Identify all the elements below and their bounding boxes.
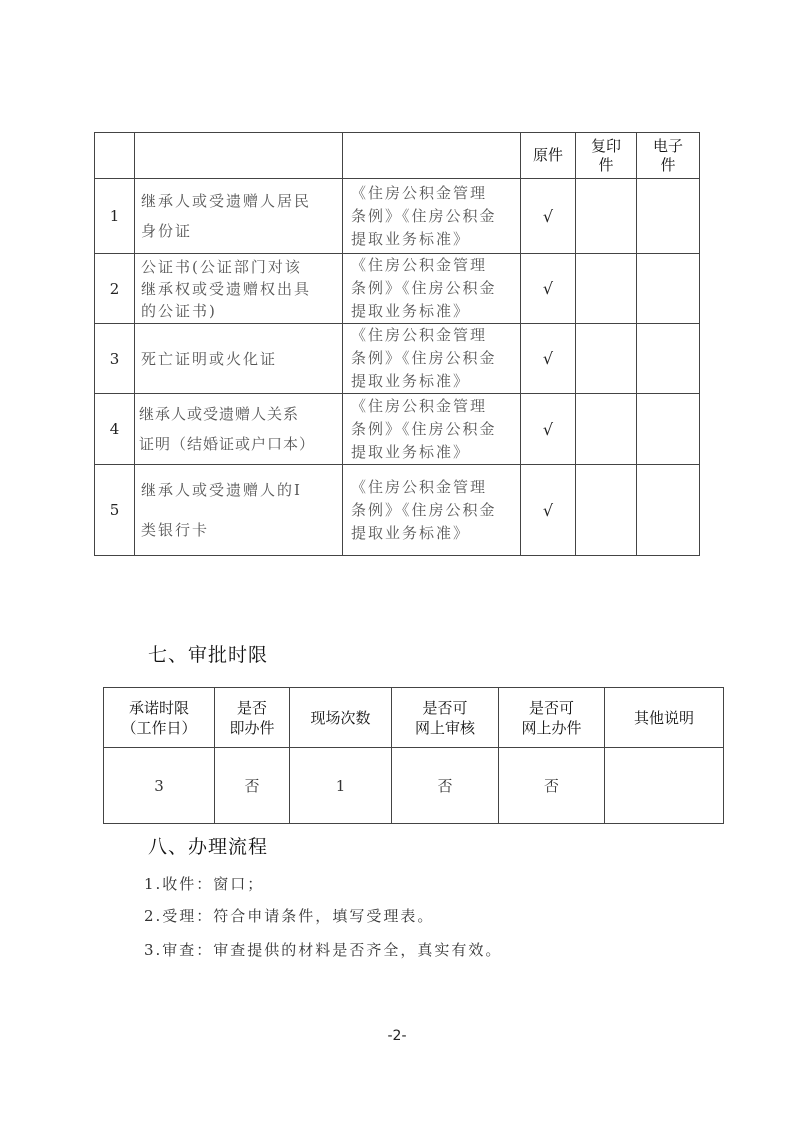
row-basis	[343, 179, 521, 254]
row-no: 5	[95, 465, 135, 556]
row-original-check: √	[521, 179, 576, 254]
row-no: 4	[95, 394, 135, 465]
row-basis	[343, 394, 521, 465]
header-line1: 现场次数	[310, 708, 371, 727]
approval-table-header	[104, 688, 724, 748]
row-name-line1: 死亡证明或火化证	[141, 349, 278, 368]
header-copy-line2: 件	[598, 155, 614, 174]
header-online-review	[392, 688, 499, 748]
process-step-2: 2.受理：符合申请条件，填写受理表。	[144, 907, 435, 925]
row-name-line2: 类银行卡	[141, 521, 210, 539]
value-promised-time: 3	[104, 748, 215, 824]
row-name-line2: 证明（结婚证或户口本）	[139, 435, 316, 453]
header-electronic-line2: 件	[660, 155, 676, 174]
row-no: 2	[95, 254, 135, 324]
value-other-notes	[605, 748, 724, 824]
value-onsite-visits: 1	[290, 748, 392, 824]
row-original-check: √	[521, 254, 576, 324]
row-basis-line2: 条例》《住房公积金	[351, 349, 497, 367]
header-immediate	[215, 688, 290, 748]
materials-table	[94, 132, 700, 556]
row-electronic	[637, 254, 700, 324]
materials-table-header	[95, 133, 700, 179]
row-name-line1: 公证书(公证部门对该	[141, 257, 302, 276]
row-basis-line1: 《住房公积金管理	[351, 326, 488, 344]
process-step-1: 1.收件：窗口；	[144, 875, 265, 893]
header-copy	[576, 133, 637, 179]
row-name-line3: 的公证书)	[141, 301, 217, 320]
header-original	[521, 133, 576, 179]
row-basis-line1: 《住房公积金管理	[351, 396, 488, 415]
row-no: 3	[95, 324, 135, 394]
row-copy	[576, 324, 637, 394]
table-row	[95, 465, 700, 556]
header-line2: 网上办件	[521, 718, 582, 737]
section-8-title: 八、办理流程	[148, 836, 269, 858]
table-row	[95, 394, 700, 465]
table-row	[95, 324, 700, 394]
header-name	[135, 133, 343, 179]
row-copy	[576, 465, 637, 556]
header-electronic	[637, 133, 700, 179]
row-original-check: √	[521, 324, 576, 394]
header-line1: 承诺时限	[128, 698, 189, 717]
row-original-check: √	[521, 394, 576, 465]
value-immediate: 否	[215, 748, 290, 824]
header-original-label: 原件	[532, 146, 563, 164]
row-copy	[576, 394, 637, 465]
row-basis	[343, 254, 521, 324]
header-basis	[343, 133, 521, 179]
row-name-line1: 继承人或受遗赠人居民	[141, 192, 312, 210]
header-promised-time	[104, 688, 215, 748]
header-electronic-line1: 电子	[652, 136, 683, 155]
row-basis-line3: 提取业务标准》	[351, 442, 471, 461]
row-name	[135, 179, 343, 254]
page-number: -2-	[387, 1028, 407, 1044]
row-basis-line2: 条例》《住房公积金	[351, 419, 497, 438]
row-name	[135, 394, 343, 465]
row-basis-line3: 提取业务标准》	[351, 523, 471, 542]
header-line1: 其他说明	[633, 708, 694, 727]
row-name-line1: 继承人或受遗赠人关系	[139, 405, 300, 423]
row-basis-line2: 条例》《住房公积金	[351, 279, 497, 297]
row-electronic	[637, 465, 700, 556]
row-basis-line3: 提取业务标准》	[351, 302, 471, 320]
row-basis	[343, 324, 521, 394]
row-name	[135, 324, 343, 394]
table-row	[95, 254, 700, 324]
row-basis-line2: 条例》《住房公积金	[351, 206, 497, 225]
header-line2: （工作日）	[121, 718, 197, 737]
value-online-handling: 否	[499, 748, 605, 824]
header-line2: 网上审核	[414, 718, 475, 737]
header-other-notes	[605, 688, 724, 748]
row-name-line1: 继承人或受遗赠人的I	[141, 481, 302, 499]
row-copy	[576, 254, 637, 324]
row-basis-line3: 提取业务标准》	[351, 372, 471, 390]
approval-table-row	[104, 748, 724, 824]
row-electronic	[637, 324, 700, 394]
header-online-handling	[499, 688, 605, 748]
row-basis-line1: 《住房公积金管理	[351, 183, 488, 202]
row-name	[135, 465, 343, 556]
process-step-3: 3.审查：审查提供的材料是否齐全，真实有效。	[144, 941, 503, 959]
row-electronic	[637, 394, 700, 465]
row-basis-line1: 《住房公积金管理	[351, 477, 488, 496]
row-name-line2: 继承权或受遗赠权出具	[141, 279, 312, 298]
row-original-check: √	[521, 465, 576, 556]
row-electronic	[637, 179, 700, 254]
value-online-review: 否	[392, 748, 499, 824]
header-line2: 即办件	[229, 718, 275, 737]
row-basis	[343, 465, 521, 556]
row-basis-line1: 《住房公积金管理	[351, 256, 488, 274]
header-line1: 是否可	[422, 698, 468, 717]
header-line1: 是否	[236, 698, 267, 717]
row-name-line2: 身份证	[141, 222, 193, 240]
section-7-title: 七、审批时限	[148, 644, 269, 666]
row-basis-line2: 条例》《住房公积金	[351, 500, 497, 519]
row-no: 1	[95, 179, 135, 254]
header-onsite-visits	[290, 688, 392, 748]
row-name	[135, 254, 343, 324]
row-copy	[576, 179, 637, 254]
header-copy-line1: 复印	[590, 136, 621, 155]
header-no	[95, 133, 135, 179]
approval-time-table	[103, 687, 724, 824]
row-basis-line3: 提取业务标准》	[351, 229, 471, 248]
header-line1: 是否可	[528, 698, 574, 717]
table-row	[95, 179, 700, 254]
